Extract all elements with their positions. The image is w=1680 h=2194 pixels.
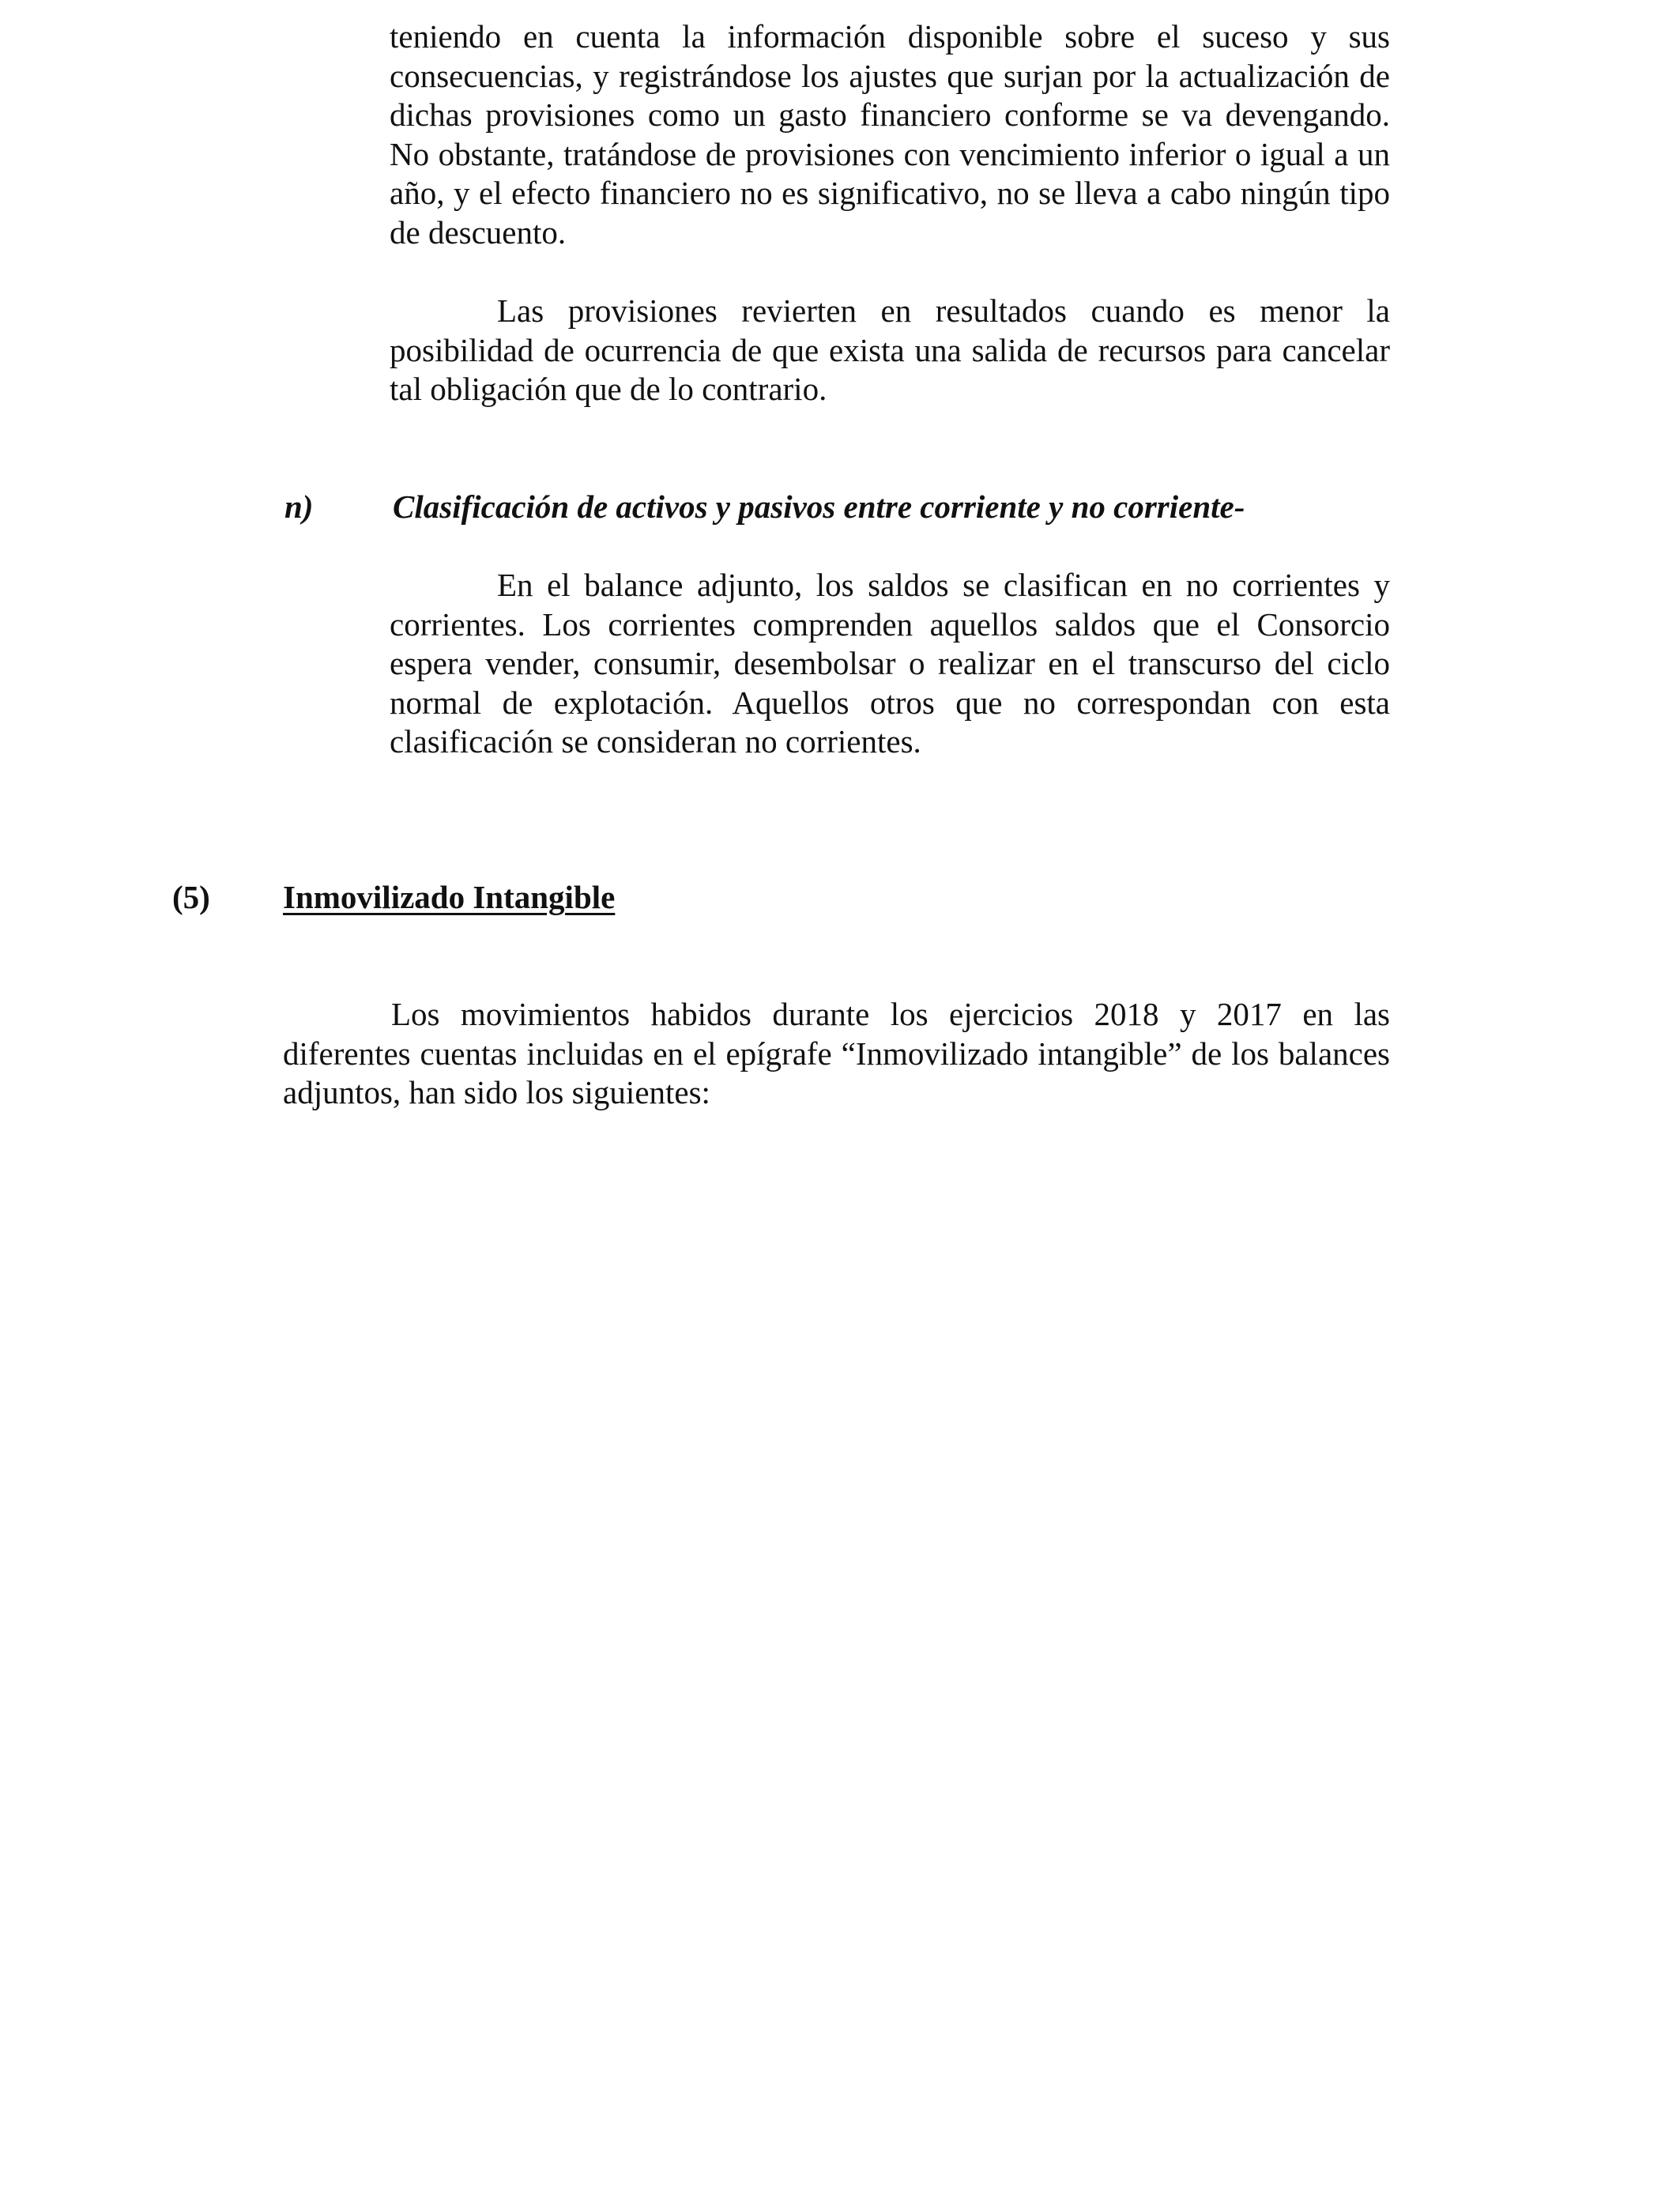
section-n-marker: n) bbox=[284, 488, 314, 525]
section-5-title: Inmovilizado Intangible bbox=[283, 879, 616, 915]
paragraph-movements: Los movimientos habidos durante los ejercicios 2018 y 2017 en las diferentes cuentas incluidas en el epígrafe “Inmovilizado intangible” de los balances adjuntos, han sido los siguientes: bbox=[283, 996, 1390, 1111]
section-5-marker: (5) bbox=[172, 879, 210, 915]
section-n-title: Clasificación de activos y pasivos entre corriente y no corriente- bbox=[393, 488, 1245, 525]
paragraph-classification: En el balance adjunto, los saldos se clasifican en no corrientes y corrientes. Los corrientes comprenden aquellos saldos que el Consorcio espera vender, consumir, desembolsar o realizar en el transcurso del ciclo normal de explotación. Aquellos otros que no correspondan con esta clasificación se consideran no corrientes. bbox=[390, 567, 1390, 760]
paragraph-provisions-discount: teniendo en cuenta la información disponible sobre el suceso y sus consecuencias, y registrándose los ajustes que surjan por la actualización de dichas provisiones como un gasto financiero conforme se va devengando. No obstante, tratándose de provisiones con vencimiento inferior o igual a un año, y el efecto financiero no es significativo, no se lleva a cabo ningún tipo de descuento. bbox=[390, 18, 1390, 251]
paragraph-provisions-reversal: Las provisiones revierten en resultados cuando es menor la posibilidad de ocurrencia de que exista una salida de recursos para cancelar tal obligación que de lo contrario. bbox=[390, 292, 1390, 408]
